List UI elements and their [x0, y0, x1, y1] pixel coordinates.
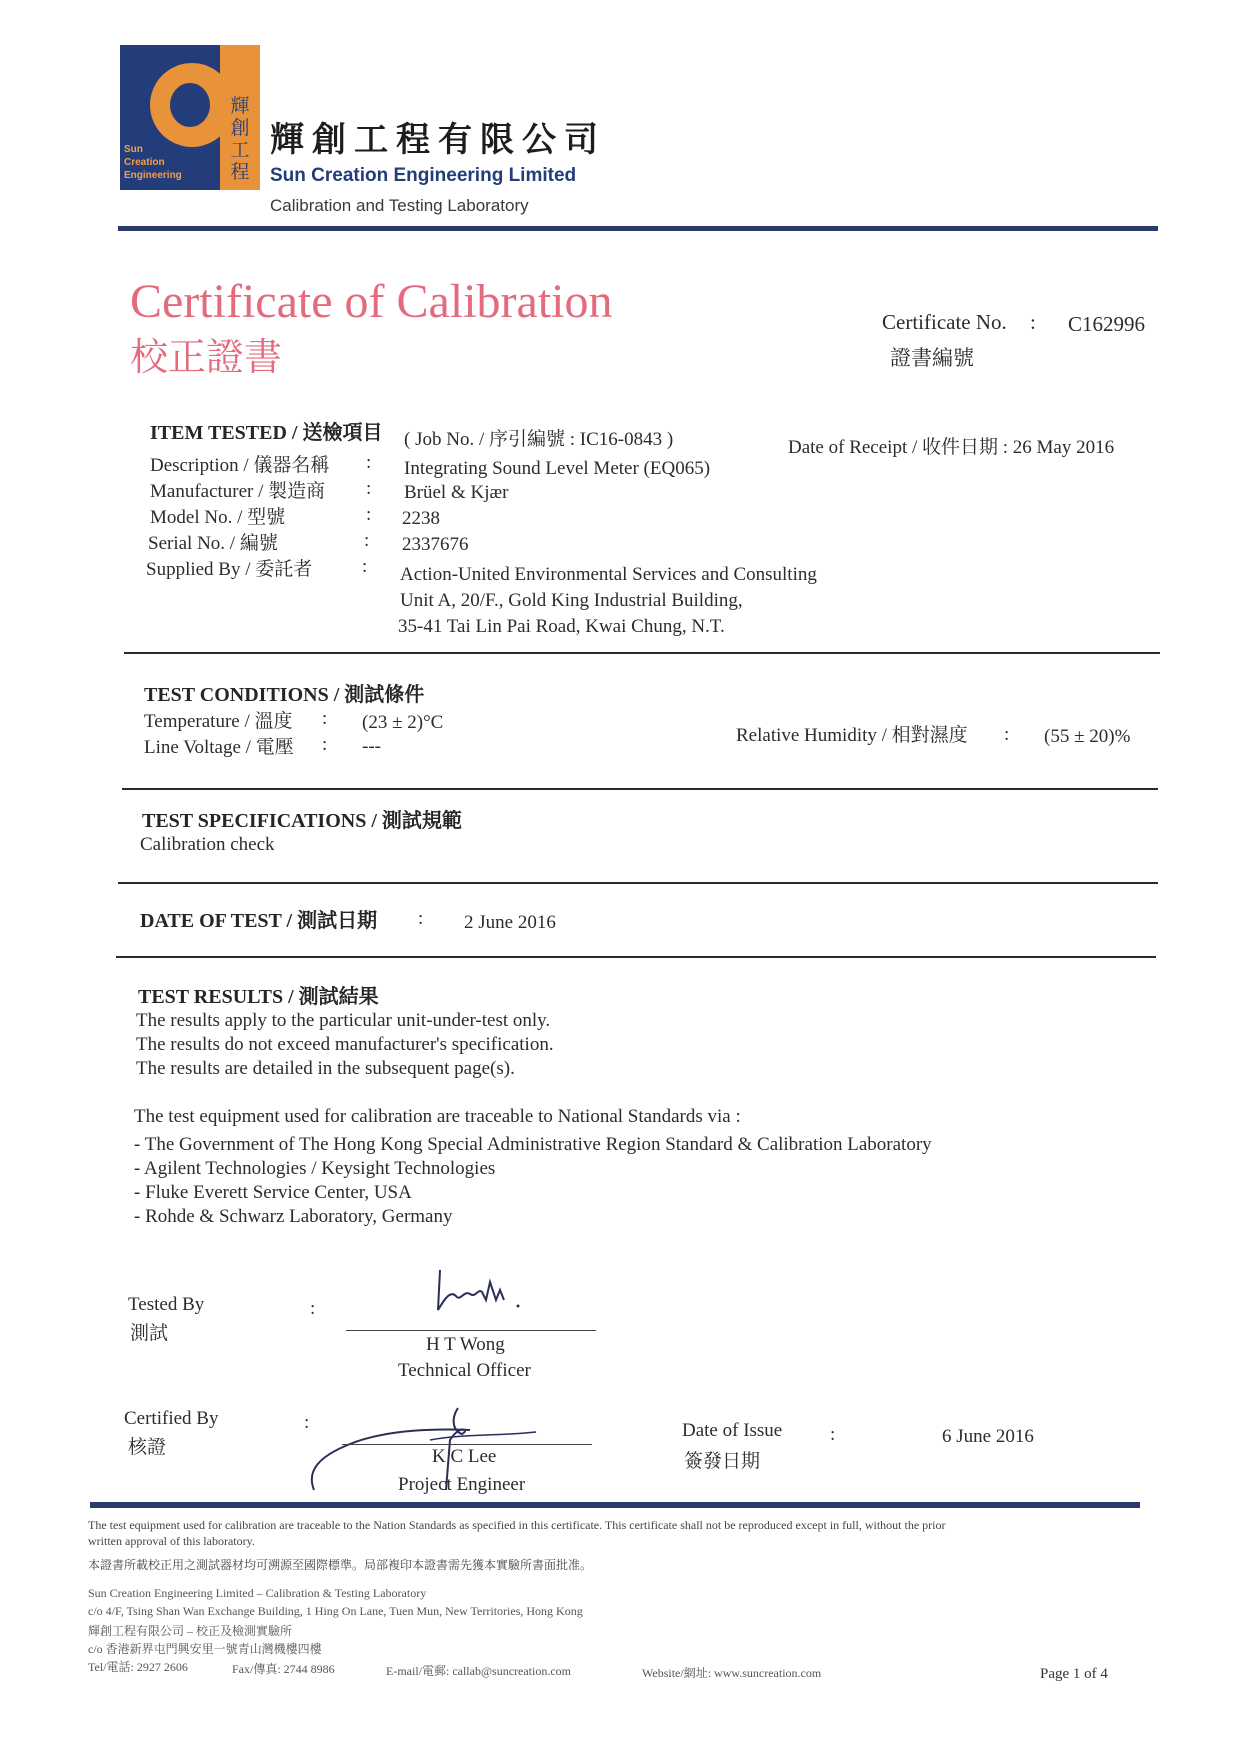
manufacturer-value: Brüel & Kjær: [404, 482, 509, 503]
footer-note-2: written approval of this laboratory.: [88, 1534, 255, 1548]
certified-by-name: K C Lee: [432, 1446, 497, 1467]
result-line-2: The results do not exceed manufacturer's specification.: [136, 1034, 554, 1055]
job-number: ( Job No. / 序引編號 : IC16-0843 ): [404, 429, 674, 450]
footer-note-1: The test equipment used for calibration are traceable to the Nation Standards as specified in this certificate. This certificate shall not be reproduced except in full, without the prior: [88, 1518, 946, 1532]
supplied-by-label: Supplied By / 委託者: [146, 559, 313, 580]
tested-by-label: Tested By: [128, 1294, 205, 1315]
footer-fax: Fax/傳真: 2744 8986: [232, 1662, 335, 1676]
item-tested-heading: ITEM TESTED / 送檢項目: [150, 422, 383, 444]
voltage-colon: :: [322, 734, 328, 755]
serial-label: Serial No. / 編號: [148, 533, 278, 554]
address-line-2: 35-41 Tai Lin Pai Road, Kwai Chung, N.T.: [398, 616, 725, 637]
manufacturer-label: Manufacturer / 製造商: [150, 481, 326, 502]
description-value: Integrating Sound Level Meter (EQ065): [404, 458, 711, 479]
manufacturer-colon: :: [366, 478, 372, 499]
date-of-issue-value: 6 June 2016: [942, 1426, 1034, 1447]
description-colon: :: [366, 452, 372, 473]
line-voltage-label: Line Voltage / 電壓: [144, 737, 294, 758]
model-colon: :: [366, 504, 372, 525]
certified-by-signature-line: [342, 1444, 592, 1445]
tested-by-title: Technical Officer: [398, 1360, 531, 1381]
tested-by-label-chinese: 測試: [130, 1323, 169, 1344]
result-line-1: The results apply to the particular unit-under-test only.: [136, 1010, 551, 1031]
certificate-number-label: Certificate No.: [882, 310, 1007, 334]
company-name-chinese: 輝創工程有限公司: [270, 120, 606, 160]
date-of-test-heading: DATE OF TEST / 測試日期: [140, 910, 378, 932]
traceability-intro: The test equipment used for calibration are traceable to National Standards via :: [134, 1106, 741, 1127]
tested-by-signature-line: [346, 1330, 596, 1331]
logo-chinese-text: 輝創工程: [230, 95, 250, 183]
certified-by-colon: :: [304, 1412, 310, 1433]
test-specifications-heading: TEST SPECIFICATIONS / 測試規範: [142, 810, 462, 832]
temperature-colon: :: [322, 708, 328, 729]
description-label: Description / 儀器名稱: [150, 455, 330, 476]
section-divider: [124, 652, 1160, 654]
traceability-item-4: - Rohde & Schwarz Laboratory, Germany: [134, 1206, 453, 1227]
section-divider: [118, 882, 1158, 884]
footer-note-chinese: 本證書所載校正用之測試器材均可溯源至國際標準。局部複印本證書需先獲本實驗所書面批准。: [88, 1558, 593, 1572]
humidity-colon: :: [1004, 724, 1010, 745]
serial-colon: :: [364, 530, 370, 551]
footer-address-1: Sun Creation Engineering Limited – Calibration & Testing Laboratory: [88, 1586, 427, 1600]
line-voltage-value: ---: [362, 736, 381, 757]
certified-by-label: Certified By: [124, 1408, 219, 1429]
date-of-test-value: 2 June 2016: [464, 912, 556, 933]
serial-value: 2337676: [402, 534, 469, 555]
traceability-item-3: - Fluke Everett Service Center, USA: [134, 1182, 412, 1203]
address-line-1: Unit A, 20/F., Gold King Industrial Building,: [400, 590, 743, 611]
certified-by-title: Project Engineer: [398, 1474, 526, 1495]
logo-text: Sun Creation Engineering: [124, 144, 182, 181]
date-of-issue-label-chinese: 簽發日期: [684, 1451, 761, 1472]
traceability-item-2: - Agilent Technologies / Keysight Technologies: [134, 1158, 496, 1179]
traceability-item-1: - The Government of The Hong Kong Special Administrative Region Standard & Calibration Laboratory: [134, 1134, 932, 1155]
footer-email: E-mail/電郵: callab@suncreation.com: [386, 1664, 571, 1678]
footer-divider: [90, 1502, 1140, 1508]
footer-website: Website/網址: www.suncreation.com: [642, 1666, 822, 1680]
footer-tel: Tel/電話: 2927 2606: [88, 1660, 188, 1674]
company-subtitle: Calibration and Testing Laboratory: [270, 196, 529, 215]
model-label: Model No. / 型號: [150, 507, 286, 528]
certificate-title: Certificate of Calibration: [130, 275, 613, 328]
footer-address-3: 輝創工程有限公司 – 校正及檢測實驗所: [88, 1624, 293, 1638]
certified-by-label-chinese: 核證: [128, 1437, 167, 1458]
supplied-by-value: Action-United Environmental Services and Consulting: [400, 564, 817, 585]
tested-by-colon: :: [310, 1298, 316, 1319]
test-conditions-heading: TEST CONDITIONS / 測試條件: [144, 684, 425, 706]
test-results-heading: TEST RESULTS / 測試結果: [138, 986, 379, 1008]
supplied-by-colon: :: [362, 556, 368, 577]
humidity-value: (55 ± 20)%: [1044, 726, 1131, 747]
humidity-label: Relative Humidity / 相對濕度: [736, 725, 968, 746]
temperature-label: Temperature / 溫度: [144, 711, 293, 732]
date-of-test-colon: :: [418, 908, 424, 929]
date-of-issue-label: Date of Issue: [682, 1420, 783, 1441]
temperature-value: (23 ± 2)°C: [362, 712, 444, 733]
company-name-english: Sun Creation Engineering Limited: [270, 165, 577, 186]
tested-by-signature: [420, 1260, 550, 1320]
certificate-number: C162996: [1068, 312, 1146, 336]
date-of-issue-colon: :: [830, 1424, 836, 1445]
model-value: 2238: [402, 508, 440, 529]
result-line-3: The results are detailed in the subsequent page(s).: [136, 1058, 515, 1079]
tested-by-name: H T Wong: [426, 1334, 505, 1355]
footer-address-4: c/o 香港新界屯門興安里一號青山灣機樓四樓: [88, 1642, 322, 1656]
section-divider: [122, 788, 1158, 790]
page-number: Page 1 of 4: [1040, 1666, 1108, 1682]
certificate-title-chinese: 校正證書: [130, 335, 283, 379]
certificate-colon: :: [1030, 310, 1036, 334]
test-specifications-value: Calibration check: [140, 834, 275, 855]
certificate-number-label-chinese: 證書編號: [890, 346, 974, 370]
company-logo: [120, 45, 260, 190]
section-divider: [116, 956, 1156, 958]
header-divider: [118, 226, 1158, 231]
date-of-receipt: Date of Receipt / 收件日期 : 26 May 2016: [788, 437, 1115, 458]
footer-address-2: c/o 4/F, Tsing Shan Wan Exchange Building, 1 Hing On Lane, Tuen Mun, New Territories, Hong Kong: [88, 1604, 583, 1618]
